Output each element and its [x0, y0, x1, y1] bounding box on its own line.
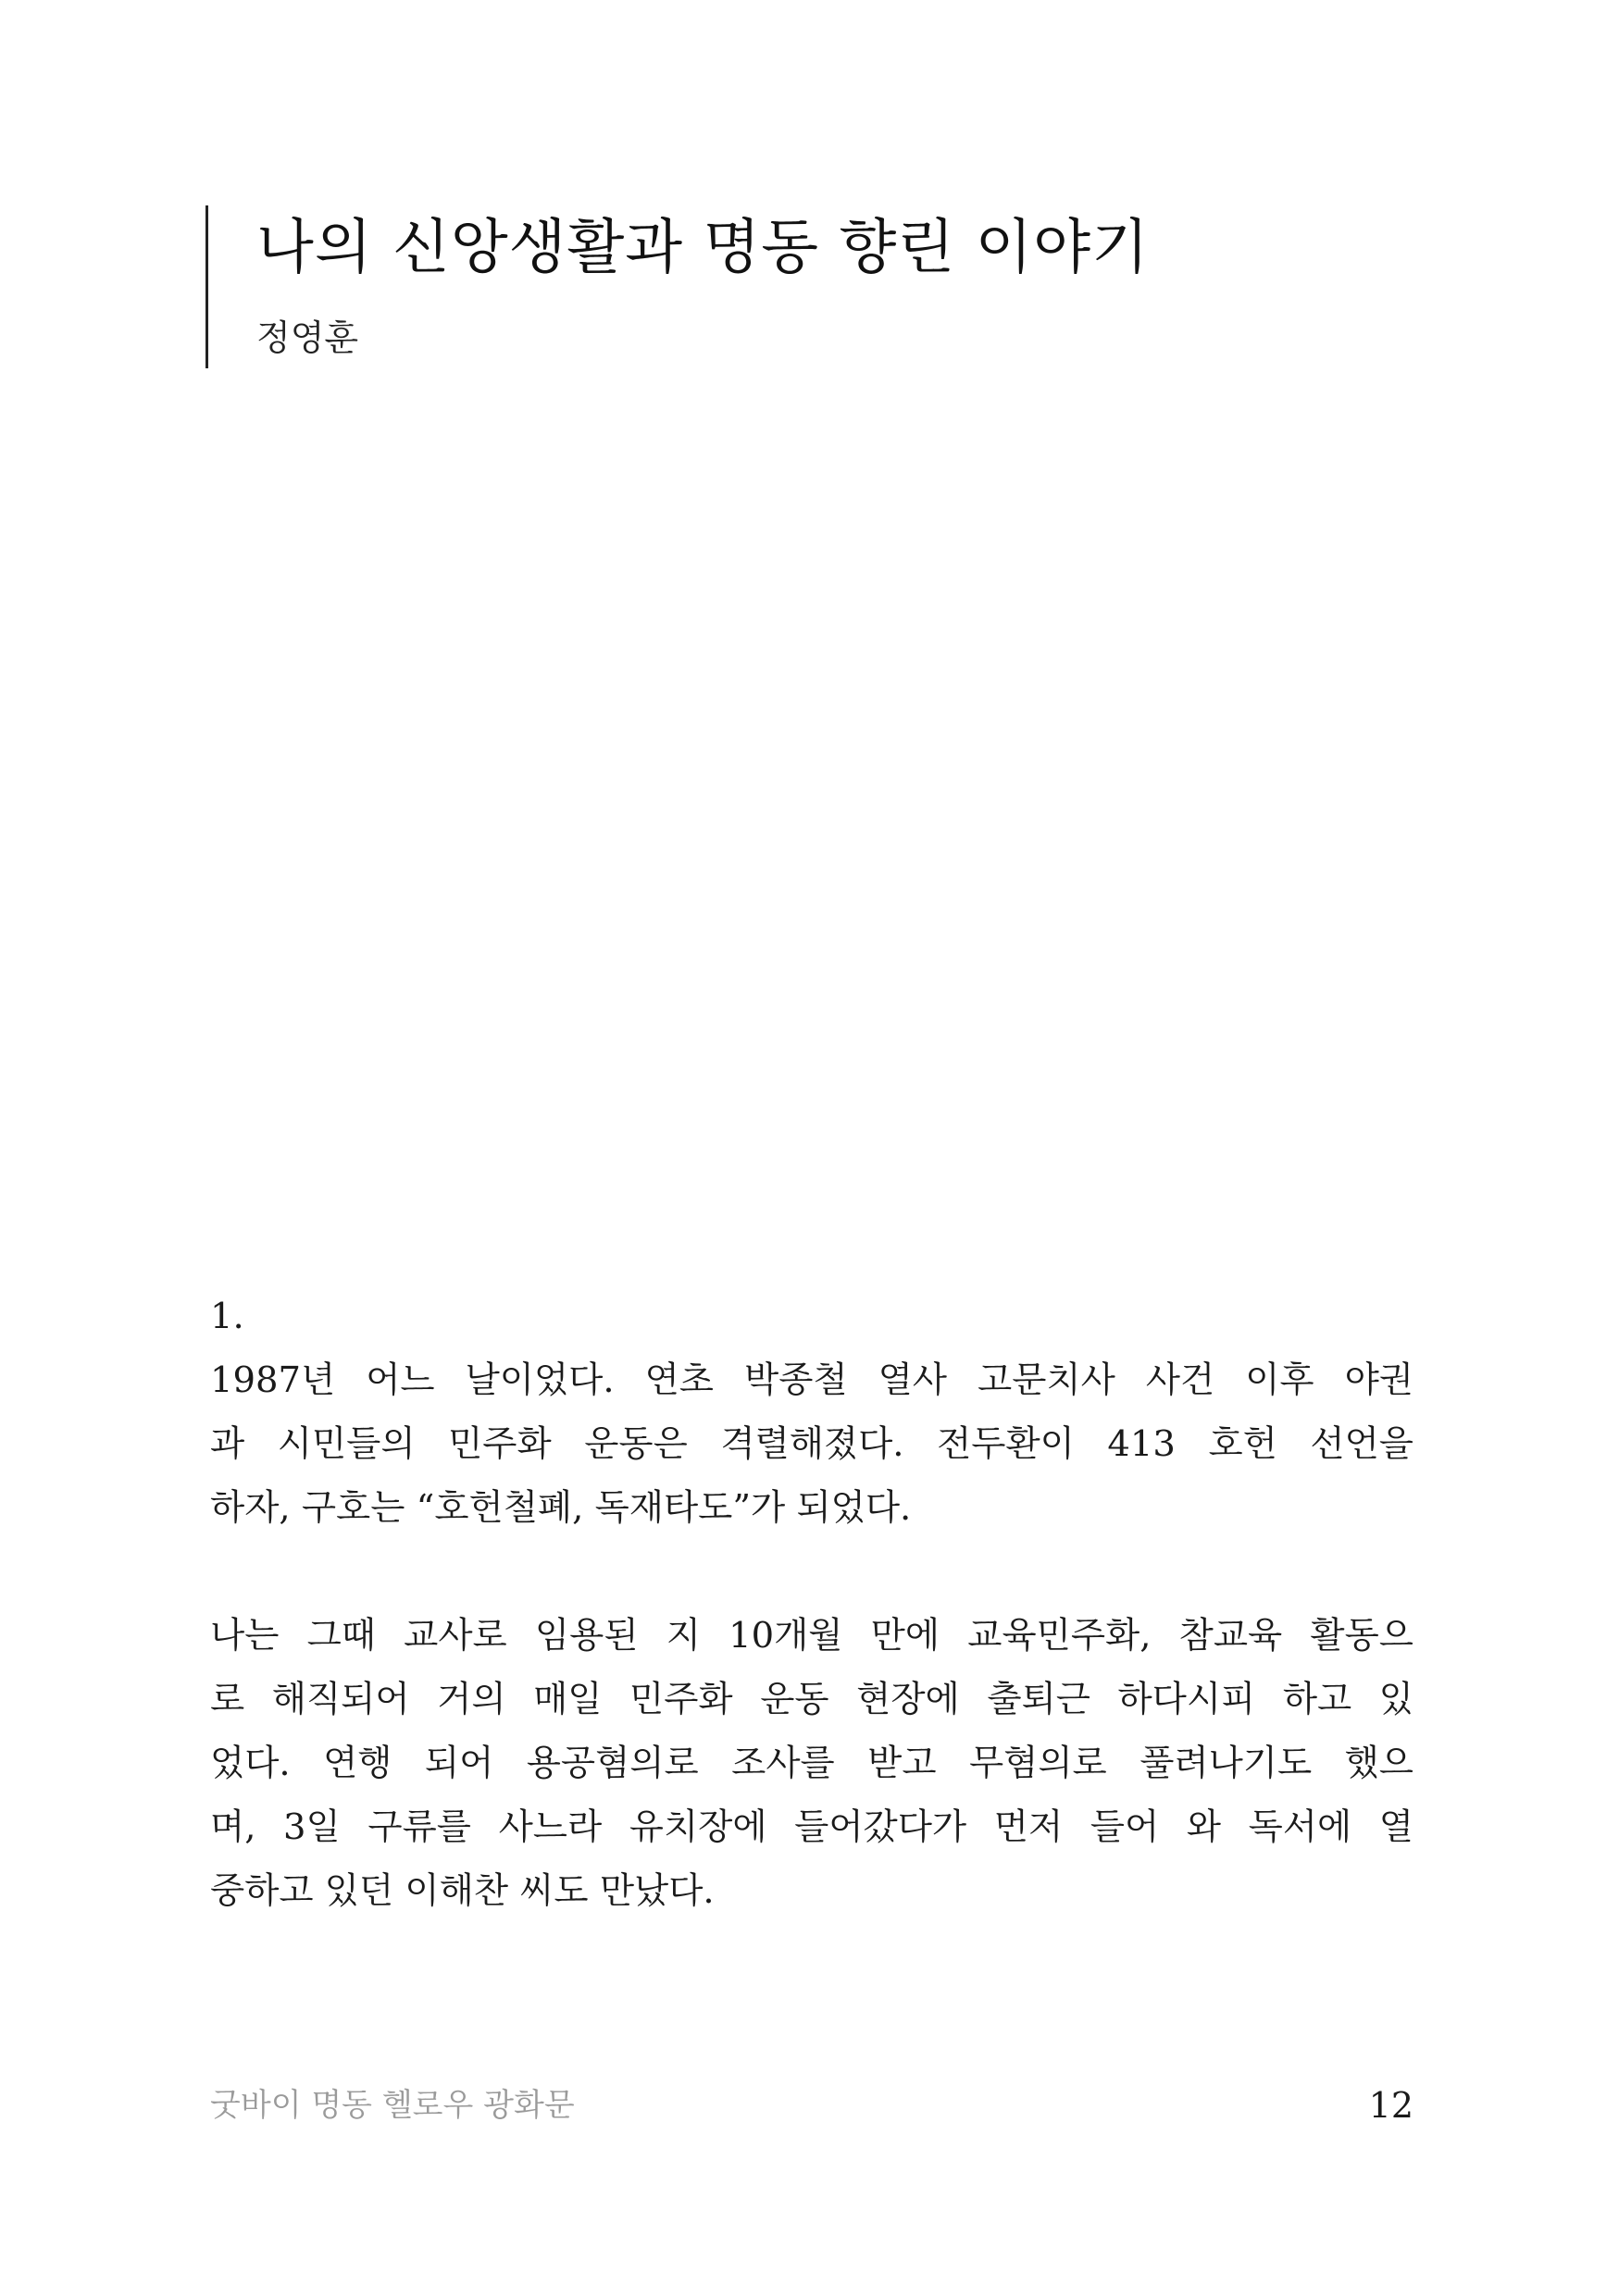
footer-book-title: 굿바이 명동 헬로우 광화문: [210, 2087, 575, 2124]
paragraph-line: 1987년 어느 날이었다. 연초 박종철 열사 고문치사 사건 이후 야권: [210, 1359, 1414, 1401]
section-number: 1.: [210, 1296, 244, 1337]
paragraph-line: 과 시민들의 민주화 운동은 격렬해졌다. 전두환이 413 호헌 선언을: [210, 1423, 1414, 1465]
paragraph-line: 었다. 연행 되어 용공혐의로 조사를 받고 무혐의로 풀려나기도 했으: [210, 1743, 1414, 1784]
page-title: 나의 신앙생활과 명동 향린 이야기: [256, 214, 1150, 282]
page-number: 12: [1368, 2085, 1414, 2126]
paragraph-1: [210, 1348, 1414, 1540]
paragraph-2: [210, 1604, 1414, 1923]
title-block: [205, 205, 1409, 368]
paragraph-line: 며, 3일 구류를 사느라 유치장에 들어갔다가 먼저 들어 와 독서에 열: [210, 1806, 1414, 1848]
paragraph-line: 중하고 있던 이해찬 씨도 만났다.: [210, 1870, 715, 1912]
paragraph-line: 하자, 구호는 “호헌철폐, 독재타도”가 되었다.: [210, 1487, 912, 1529]
paragraph-gap: [210, 1540, 1414, 1604]
paragraph-line: 나는 그때 교사로 임용된 지 10개월 만에 교육민주화, 참교육 활동으: [210, 1615, 1414, 1657]
body-text: [210, 1285, 1414, 1923]
author-name: 정영훈: [256, 317, 359, 358]
paragraph-line: 로 해직되어 거의 매일 민주화 운동 현장에 출퇴근 하다시피 하고 있: [210, 1679, 1414, 1720]
